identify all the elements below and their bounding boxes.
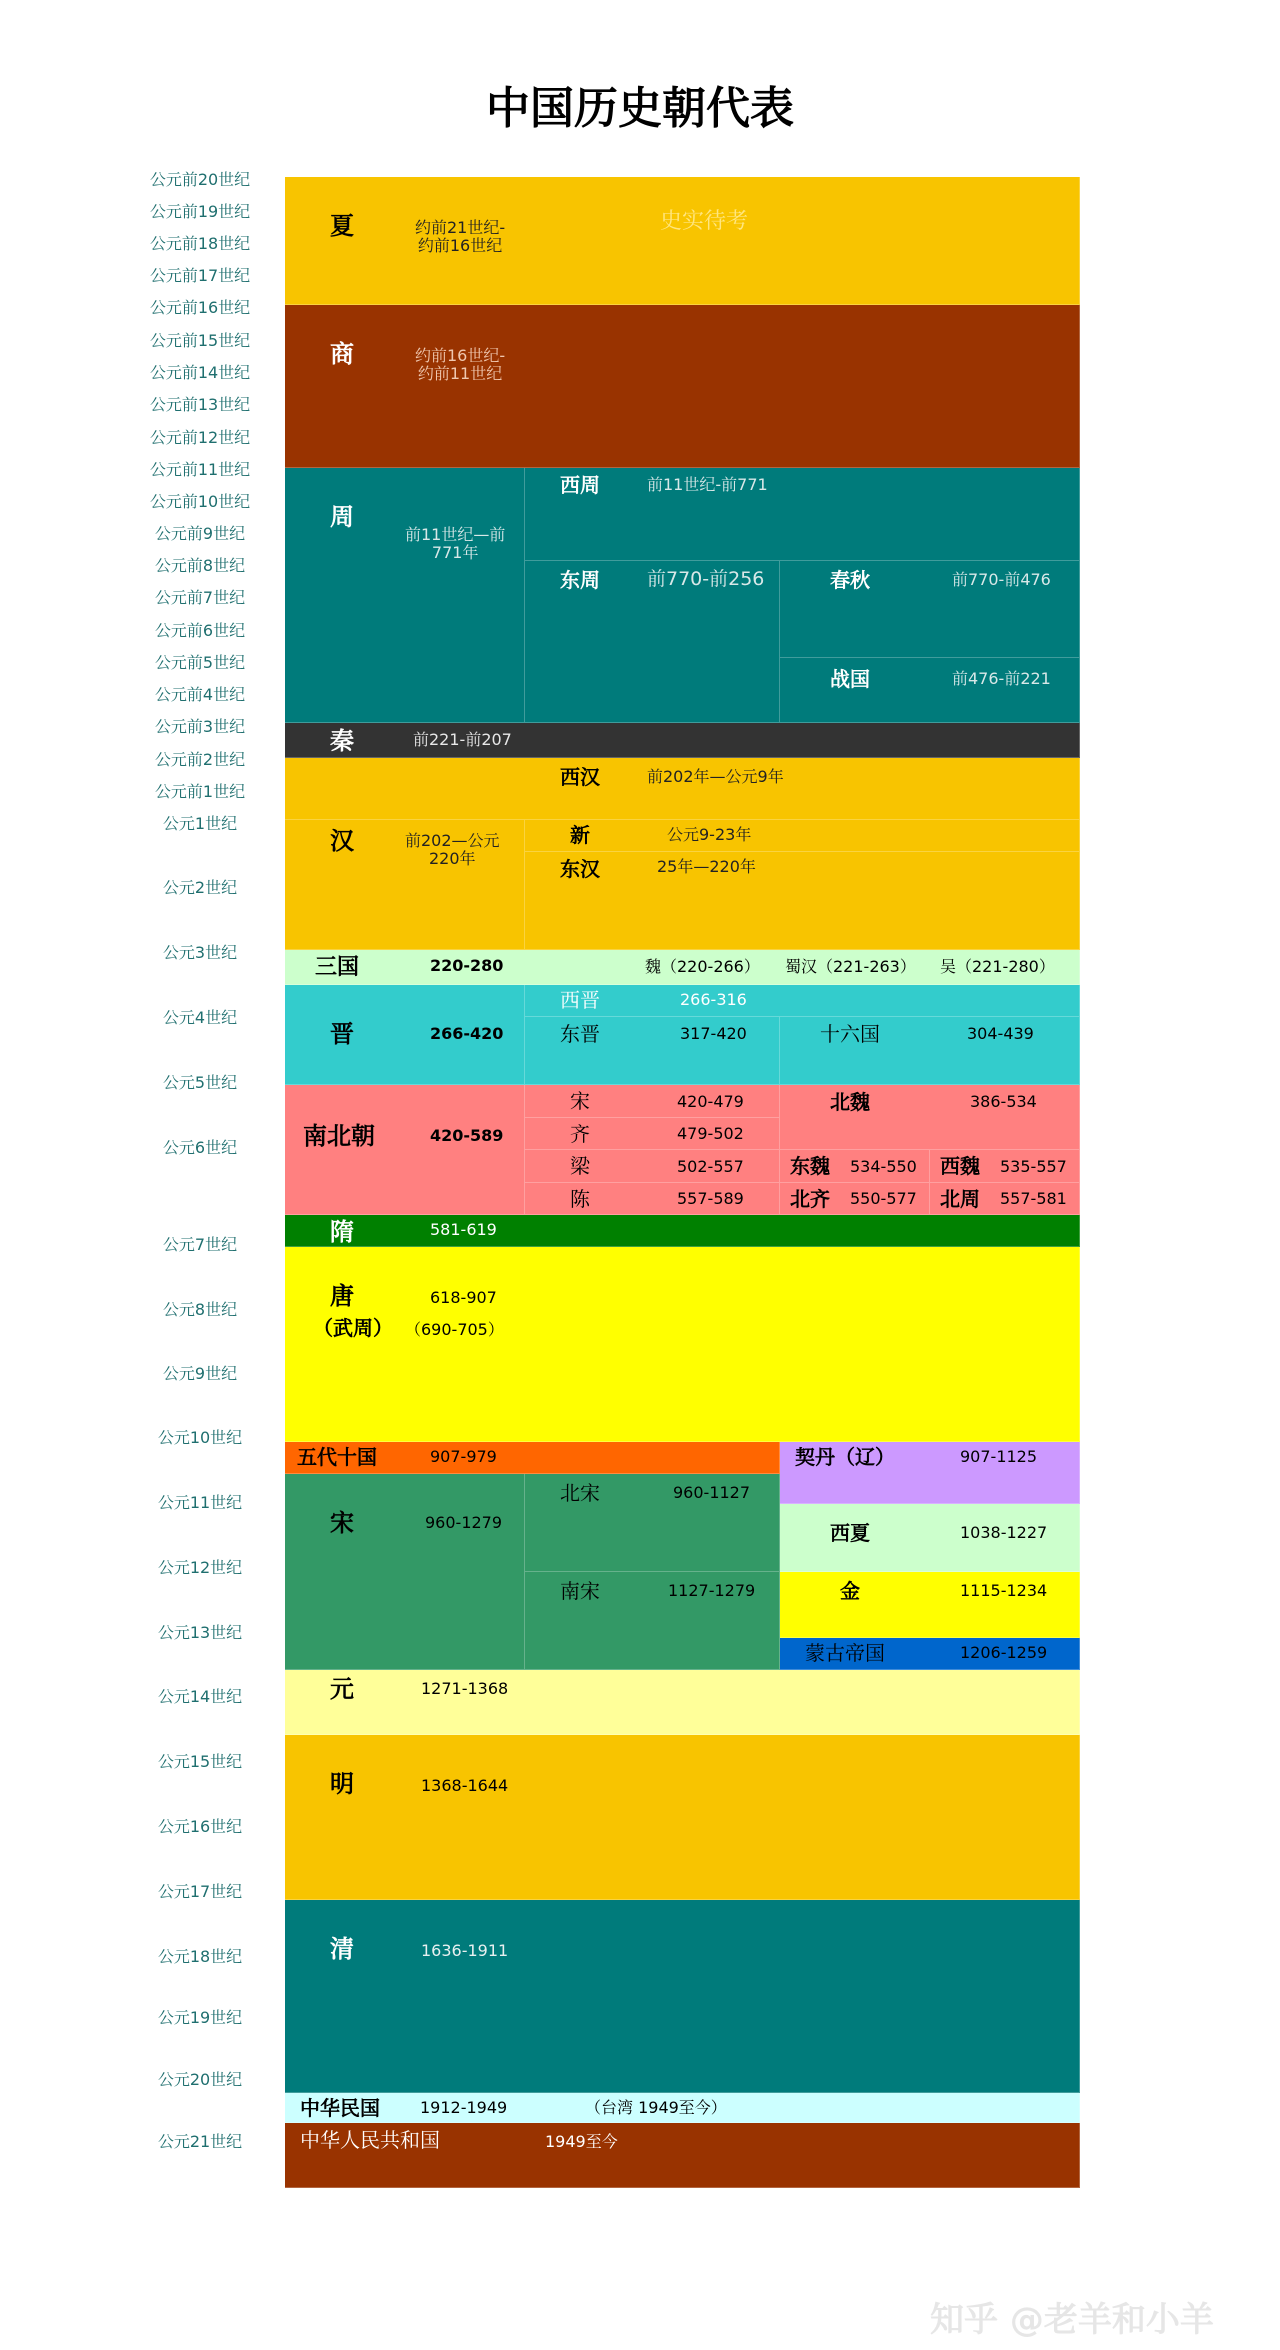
label-sanguo-name: 三国: [315, 955, 360, 980]
axis-tick-label: 公元前18世纪: [149, 234, 251, 253]
label-wudai-name: 五代十国: [297, 1445, 377, 1469]
label-song-period: 960-1279: [425, 1513, 503, 1532]
axis-tick-label: 公元前14世纪: [149, 363, 251, 382]
label-xin-name: 新: [570, 823, 590, 847]
dynasty-block-zhanguo: [780, 658, 1080, 723]
axis-tick-label: 公元前5世纪: [154, 653, 246, 672]
dynasty-block-zhou: [285, 468, 525, 723]
label-xixia-name: 西夏: [830, 1521, 870, 1545]
label-chen-name: 陈: [570, 1187, 590, 1211]
axis-tick-label: 公元17世纪: [157, 1882, 243, 1901]
axis-tick-label: 公元前12世纪: [149, 428, 251, 447]
axis-tick-label: 公元11世纪: [157, 1493, 243, 1512]
label-minguo-period: 1912-1949: [420, 2098, 508, 2117]
axis-tick-label: 公元前11世纪: [149, 460, 251, 479]
dynasty-block-beisong: [525, 1474, 780, 1572]
dynasty-block-nan-song: [525, 1085, 780, 1118]
label-sui-period: 581-619: [430, 1220, 497, 1239]
label-zhanguo-name: 战国: [830, 667, 870, 691]
dynasty-block-nan-liang: [525, 1150, 780, 1183]
label-qin-name: 秦: [330, 727, 354, 755]
dynasty-block-sanguo: [285, 950, 1080, 985]
dynasty-block-yuan: [285, 1670, 1080, 1735]
label-donghan-name: 东汉: [560, 857, 600, 881]
axis-tick-label: 公元5世纪: [162, 1073, 238, 1092]
label-prc-name: 中华人民共和国: [300, 2128, 440, 2152]
label-liang-name: 梁: [570, 1154, 590, 1178]
label-beizhou-period: 557-581: [1000, 1189, 1067, 1208]
axis-tick-label: 公元19世纪: [157, 2008, 243, 2027]
label-xin-period: 公元9-23年: [667, 825, 752, 844]
dynasty-block-nanbeichao: [285, 1085, 525, 1215]
label-qin-period: 前221-前207: [413, 730, 512, 749]
dynasty-block-dongzhou: [525, 561, 780, 723]
axis-tick-label: 公元6世纪: [162, 1138, 238, 1157]
axis-tick-label: 公元前2世纪: [154, 750, 246, 769]
label-wuzhou-period: （690-705）: [405, 1320, 504, 1339]
label-han-name: 汉: [330, 827, 354, 855]
label-dongjin-name: 东晋: [560, 1022, 600, 1046]
dynasty-block-donghan: [525, 852, 1080, 950]
axis-tick-label: 公元前19世纪: [149, 202, 251, 221]
label-xia-faint: 史实待考: [660, 209, 749, 234]
label-shiliuguo-name: 十六国: [820, 1022, 880, 1046]
label-menggu-name: 蒙古帝国: [805, 1641, 885, 1665]
axis-tick-label: 公元1世纪: [162, 814, 238, 833]
dynasty-block-xia: [285, 177, 1080, 305]
label-nanbeichao-name: 南北朝: [303, 1122, 375, 1150]
dynasty-block-ming: [285, 1735, 1080, 1900]
watermark: 知乎 @老羊和小羊: [930, 2300, 1214, 2340]
label-xijin-period: 266-316: [680, 990, 747, 1009]
label-dongjin-period: 317-420: [680, 1024, 747, 1043]
label-xizhou-name: 西周: [560, 473, 600, 497]
axis-tick-label: 公元前13世纪: [149, 395, 251, 414]
label-ming-name: 明: [330, 1770, 354, 1798]
label-dongwei-period: 534-550: [850, 1157, 917, 1176]
dynasty-block-minguo: [285, 2093, 1080, 2123]
label-chunqiu-name: 春秋: [830, 568, 870, 592]
label-xia-name: 夏: [330, 212, 354, 240]
axis-tick-label: 公元前8世纪: [154, 556, 246, 575]
dynasty-block-dongjin: [525, 1017, 780, 1085]
axis-tick-label: 公元前10世纪: [149, 492, 251, 511]
label-xia-period: 约前21世纪- 约前16世纪: [415, 218, 506, 256]
dynasty-block-han: [285, 820, 525, 950]
label-yuan-period: 1271-1368: [421, 1679, 509, 1698]
label-sanguo-period: 220-280: [430, 956, 504, 975]
label-shuhan: 蜀汉（221-263）: [785, 957, 916, 976]
label-nansong-period: 1127-1279: [668, 1581, 756, 1600]
dynasty-block-song: [285, 1474, 525, 1670]
dynasty-block-xixia: [780, 1504, 1080, 1572]
dynasty-block-beiqi: [780, 1183, 930, 1215]
label-jin-period: 266-420: [430, 1024, 504, 1043]
dynasty-block-xijin: [525, 985, 1080, 1017]
axis-tick-label: 公元20世纪: [157, 2070, 243, 2089]
axis-tick-label: 公元前9世纪: [154, 524, 246, 543]
label-xiwei-name: 西魏: [940, 1154, 980, 1178]
label-wuzhou-name: （武周）: [313, 1316, 393, 1340]
label-wei: 魏（220-266）: [645, 957, 760, 976]
label-zhou-period: 前11世纪—前 771年: [405, 525, 506, 563]
label-jin-name: 晋: [330, 1020, 354, 1048]
dynasty-block-xizhou: [525, 468, 1080, 561]
dynasty-block-sui: [285, 1215, 1080, 1247]
axis-tick-label: 公元13世纪: [157, 1623, 243, 1642]
label-ming-period: 1368-1644: [421, 1776, 509, 1795]
axis-tick-label: 公元前3世纪: [154, 717, 246, 736]
label-nansong-name: 南宋: [560, 1579, 600, 1603]
label-chunqiu-period: 前770-前476: [952, 570, 1051, 589]
label-qi-name: 齐: [570, 1122, 590, 1146]
dynasty-block-nan-chen: [525, 1183, 780, 1215]
dynasty-block-shiliuguo: [780, 1017, 1080, 1085]
label-menggu-period: 1206-1259: [960, 1643, 1048, 1662]
axis-tick-label: 公元9世纪: [162, 1364, 238, 1383]
axis-tick-label: 公元12世纪: [157, 1558, 243, 1577]
label-chen-period: 557-589: [677, 1189, 744, 1208]
label-liang-period: 502-557: [677, 1157, 744, 1176]
label-shang-period: 约前16世纪- 约前11世纪: [415, 346, 506, 384]
label-nsong-name: 宋: [570, 1089, 590, 1113]
dynasty-block-qing: [285, 1900, 1080, 2093]
label-prc-period: 1949至今: [545, 2132, 618, 2151]
axis-tick-label: 公元4世纪: [162, 1008, 238, 1027]
label-nanbeichao-period: 420-589: [430, 1126, 504, 1145]
axis-tick-label: 公元前1世纪: [154, 782, 246, 801]
label-beiwei-name: 北魏: [830, 1090, 870, 1114]
dynasty-block-xin: [525, 820, 1080, 852]
dynasty-block-beizhou: [930, 1183, 1080, 1215]
dynasty-block-jin: [285, 985, 525, 1085]
axis-tick-label: 公元15世纪: [157, 1752, 243, 1771]
label-sui-name: 隋: [330, 1218, 354, 1246]
label-xihan-period: 前202年—公元9年: [647, 767, 784, 786]
axis-tick-label: 公元10世纪: [157, 1428, 243, 1447]
axis-tick-label: 公元2世纪: [162, 878, 238, 897]
label-beiqi-period: 550-577: [850, 1189, 917, 1208]
label-donghan-period: 25年—220年: [657, 857, 756, 876]
axis-tick-label: 公元前4世纪: [154, 685, 246, 704]
label-tang-period: 618-907: [430, 1288, 497, 1307]
dynasty-block-menggu: [780, 1638, 1080, 1670]
axis-tick-label: 公元3世纪: [162, 943, 238, 962]
dynasty-block-qin: [285, 723, 1080, 758]
label-jinchao-name: 金: [840, 1579, 860, 1603]
label-beisong-period: 960-1127: [673, 1483, 751, 1502]
axis-tick-label: 公元前17世纪: [149, 266, 251, 285]
label-dongzhou-name: 东周: [560, 568, 600, 592]
label-wudai-period: 907-979: [430, 1447, 497, 1466]
label-liao-period: 907-1125: [960, 1447, 1038, 1466]
dynasty-block-nan-qi: [525, 1118, 780, 1150]
label-zhanguo-period: 前476-前221: [952, 669, 1051, 688]
dynasty-block-xihan: [525, 758, 1080, 820]
dynasty-block-xiwei: [930, 1150, 1080, 1183]
dynasty-block-chunqiu: [780, 561, 1080, 658]
label-qing-name: 清: [330, 1935, 354, 1963]
label-liao-name: 契丹（辽）: [795, 1445, 895, 1469]
label-yuan-name: 元: [330, 1675, 354, 1703]
label-beiwei-period: 386-534: [970, 1092, 1037, 1111]
label-beizhou-name: 北周: [940, 1187, 980, 1211]
axis-tick-label: 公元18世纪: [157, 1947, 243, 1966]
dynasty-block-nansong: [525, 1572, 780, 1670]
dynasty-block-prc: [285, 2123, 1080, 2188]
axis-tick-label: 公元前7世纪: [154, 588, 246, 607]
dynasty-block-wudai: [285, 1442, 780, 1474]
label-qing-period: 1636-1911: [421, 1941, 509, 1960]
axis-tick-label: 公元前20世纪: [149, 170, 251, 189]
dynasty-block-shang: [285, 305, 1080, 468]
label-wu: 吴（221-280）: [940, 957, 1055, 976]
axis-tick-label: 公元前15世纪: [149, 331, 251, 350]
label-shiliuguo-period: 304-439: [967, 1024, 1034, 1043]
label-dongwei-name: 东魏: [790, 1154, 830, 1178]
label-taiwan: （台湾 1949至今）: [585, 2098, 727, 2117]
label-shang-name: 商: [330, 340, 354, 368]
label-zhou-name: 周: [330, 503, 354, 531]
label-xihan-name: 西汉: [560, 765, 600, 789]
axis-tick-label: 公元8世纪: [162, 1300, 238, 1319]
label-nsong-period: 420-479: [677, 1092, 744, 1111]
dynasty-block-dongwei: [780, 1150, 930, 1183]
axis-tick-label: 公元21世纪: [157, 2132, 243, 2151]
label-qi-period: 479-502: [677, 1124, 744, 1143]
label-song-name: 宋: [330, 1509, 354, 1537]
dynasty-chart: [285, 0, 1080, 2300]
label-han-period: 前202—公元 220年: [405, 831, 500, 869]
label-minguo-name: 中华民国: [300, 2096, 380, 2120]
dynasty-block-liao: [780, 1442, 1080, 1504]
axis-tick-label: 公元前6世纪: [154, 621, 246, 640]
century-axis: [0, 0, 280, 2300]
axis-tick-label: 公元前16世纪: [149, 298, 251, 317]
label-xijin-name: 西晋: [560, 988, 600, 1012]
label-jinchao-period: 1115-1234: [960, 1581, 1048, 1600]
chart-title: 中国历史朝代表: [486, 83, 794, 134]
label-beisong-name: 北宋: [560, 1481, 600, 1505]
label-beiqi-name: 北齐: [790, 1187, 830, 1211]
label-xixia-period: 1038-1227: [960, 1523, 1048, 1542]
axis-tick-label: 公元14世纪: [157, 1687, 243, 1706]
dynasty-block-tang: [285, 1247, 1080, 1442]
axis-tick-label: 公元7世纪: [162, 1235, 238, 1254]
label-xiwei-period: 535-557: [1000, 1157, 1067, 1176]
label-xizhou-period: 前11世纪-前771: [647, 475, 768, 494]
dynasty-block-beiwei: [780, 1085, 1080, 1150]
dynasty-block-jinchao: [780, 1572, 1080, 1638]
label-dongzhou-period: 前770-前256: [647, 568, 765, 590]
label-tang-name: 唐: [330, 1282, 354, 1310]
axis-tick-label: 公元16世纪: [157, 1817, 243, 1836]
